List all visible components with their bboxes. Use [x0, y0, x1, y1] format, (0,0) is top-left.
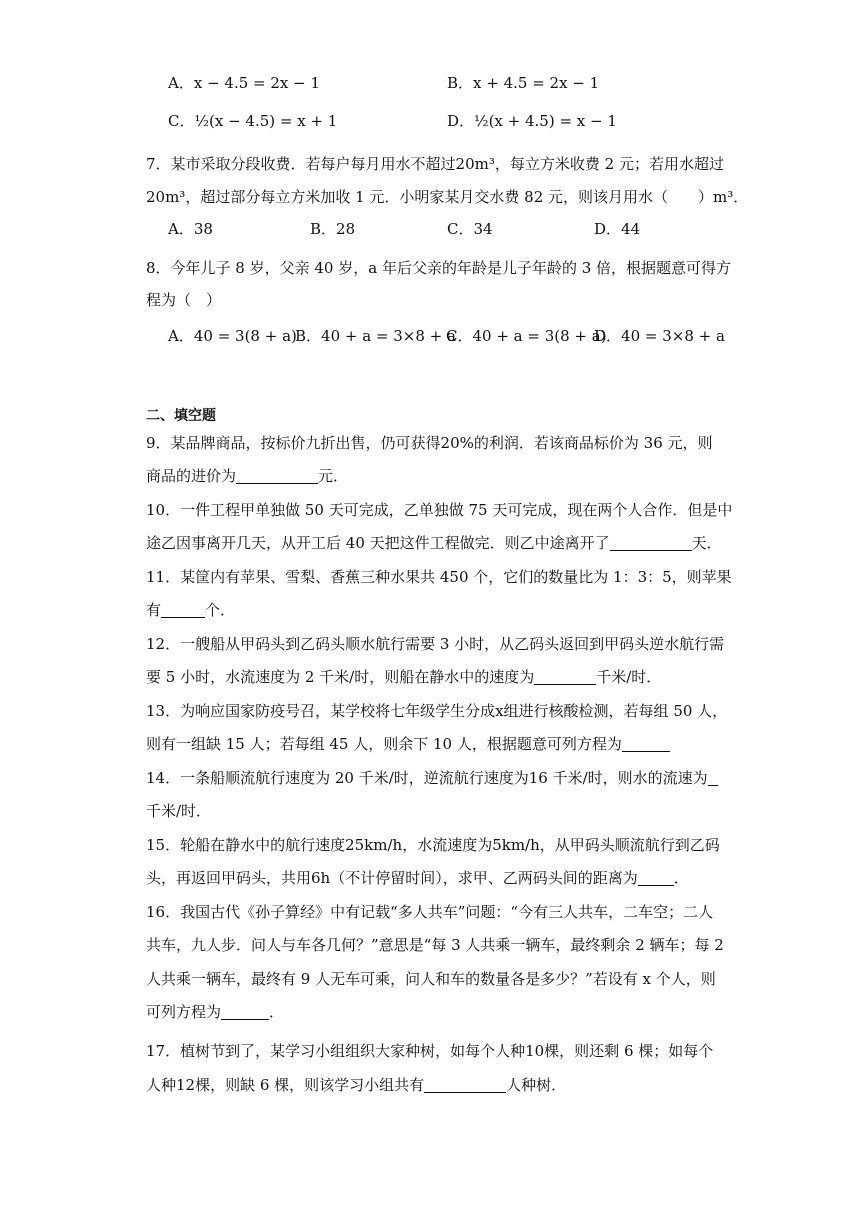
q16-answer-blank[interactable] — [221, 1003, 269, 1020]
q12-line-2 — [146, 666, 661, 688]
q8-option-b: B．40 + a = 3×8 + a — [295, 327, 456, 345]
q11-answer-blank[interactable] — [161, 601, 205, 618]
q17-line-1: 17．植树节到了，某学习小组组织大家种树，如每个人种10棵，则还剩 6 棵；如每个 — [146, 1042, 714, 1060]
q11-line-1: 11．某筐内有苹果、雪梨、香蕉三种水果共 450 个，它们的数量比为 1：3：5，则苹果 — [146, 568, 732, 586]
q13-text-a: 则有一组缺 15 人；若每组 45 人，则余下 10 人，根据题意可列方程为 — [146, 735, 622, 753]
q7-line-1: 7．某市采取分段收费．若每户每月用水不超过20m³，每立方米收费 2 元；若用水超过 — [146, 155, 724, 173]
q7-option-d: D．44 — [594, 220, 641, 238]
q16-text-a: 可列方程为 — [146, 1003, 222, 1021]
q12-text-a: 要 5 小时，水流速度为 2 千米/时，则船在静水中的速度为 — [146, 668, 535, 686]
q10-answer-blank[interactable] — [610, 534, 692, 551]
q16-line-2: 共车，九人步．问人与车各几何？”意思是“每 3 人共乘一辆车，最终剩余 2 辆车；每 2 — [146, 936, 724, 954]
q15-line-2 — [146, 867, 689, 889]
q6-option-c: C．½(x − 4.5) = x + 1 — [168, 112, 338, 130]
q12-answer-blank[interactable] — [534, 668, 596, 685]
q8-option-d: D．40 = 3×8 + a — [594, 327, 725, 345]
q16-line-3: 人共乘一辆车，最终有 9 人无车可乘，问人和车的数量各是多少？”若设有 x 个人，则 — [146, 970, 716, 988]
q10-text-a: 途乙因事离开几天，从开工后 40 天把这件工程做完．则乙中途离开了 — [146, 534, 610, 552]
q10-text-b: 天． — [691, 534, 722, 552]
q13-line-2 — [146, 733, 670, 755]
q6-option-a: A．x − 4.5 = 2x − 1 — [168, 74, 321, 92]
q15-line-1: 15．轮船在静水中的航行速度25km/h，水流速度为5km/h，从甲码头顺流航行到乙码 — [146, 836, 720, 854]
q7-line-2: 20m³，超过部分每立方米加收 1 元．小明家某月交水费 82 元，则该月用水（ ）m³． — [146, 188, 749, 206]
q11-line-2 — [146, 599, 235, 621]
q10-line-1: 10．一件工程甲单独做 50 天可完成，乙单独做 75 天可完成，现在两个人合作．但是中 — [146, 501, 733, 519]
q8-line-2: 程为（ ） — [146, 291, 222, 309]
q11-text-b: 个． — [205, 601, 236, 619]
q13-answer-blank[interactable] — [622, 735, 670, 752]
q17-text-b: 人种树． — [506, 1076, 567, 1094]
q16-line-1: 16．我国古代《孙子算经》中有记载“多人共车”问题：“今有三人共车，二车空；二人 — [146, 903, 714, 921]
section-title-fill-in: 二、填空题 — [146, 408, 216, 424]
q15-text-a: 头，再返回甲码头，共用6h（不计停留时间），求甲、乙两码头间的距离为 — [146, 869, 638, 887]
q10-line-2 — [146, 532, 722, 554]
q17-line-2 — [146, 1074, 566, 1096]
q7-option-b: B．28 — [310, 220, 356, 238]
q14-text-a: 14．一条船顺流航行速度为 20 千米/时，逆流航行速度为16 千米/时，则水的流速为 — [146, 769, 708, 787]
q8-option-c: C．40 + a = 3(8 + a) — [446, 327, 607, 345]
q9-text-a: 商品的进价为 — [146, 467, 237, 485]
q6-option-d: D．½(x + 4.5) = x − 1 — [447, 112, 617, 130]
q7-option-a: A．38 — [168, 220, 213, 238]
q17-answer-blank[interactable] — [424, 1076, 506, 1093]
q14-line-1 — [146, 767, 718, 789]
q12-text-b: 千米/时． — [596, 668, 662, 686]
q14-answer-blank[interactable] — [708, 769, 718, 786]
q14-line-2: 千米/时． — [146, 802, 212, 820]
q8-line-1: 8．今年儿子 8 岁，父亲 40 岁，a 年后父亲的年龄是儿子年龄的 3 倍，根据题意可得方 — [146, 259, 732, 277]
q9-line-1: 9．某品牌商品，按标价九折出售，仍可获得20%的利润．若该商品标价为 36 元，则 — [146, 434, 713, 452]
q16-text-b: ． — [269, 1003, 285, 1021]
q12-line-1: 12．一艘船从甲码头到乙码头顺水航行需要 3 小时，从乙码头返回到甲码头逆水航行需 — [146, 635, 725, 653]
q9-line-2 — [146, 465, 348, 487]
q16-line-4 — [146, 1001, 284, 1023]
q17-text-a: 人种12棵，则缺 6 棵，则该学习小组共有 — [146, 1076, 425, 1094]
q13-line-1: 13．为响应国家防疫号召，某学校将七年级学生分成x组进行核酸检测，若每组 50 人， — [146, 702, 728, 720]
q15-text-b: ． — [673, 869, 689, 887]
q8-option-a: A．40 = 3(8 + a) — [168, 327, 297, 345]
q11-text-a: 有 — [146, 601, 162, 619]
q6-option-b: B．x + 4.5 = 2x − 1 — [447, 74, 600, 92]
q9-answer-blank[interactable] — [236, 467, 318, 484]
q7-option-c: C．34 — [447, 220, 493, 238]
q9-text-b: 元． — [318, 467, 349, 485]
q15-answer-blank[interactable] — [638, 869, 674, 886]
